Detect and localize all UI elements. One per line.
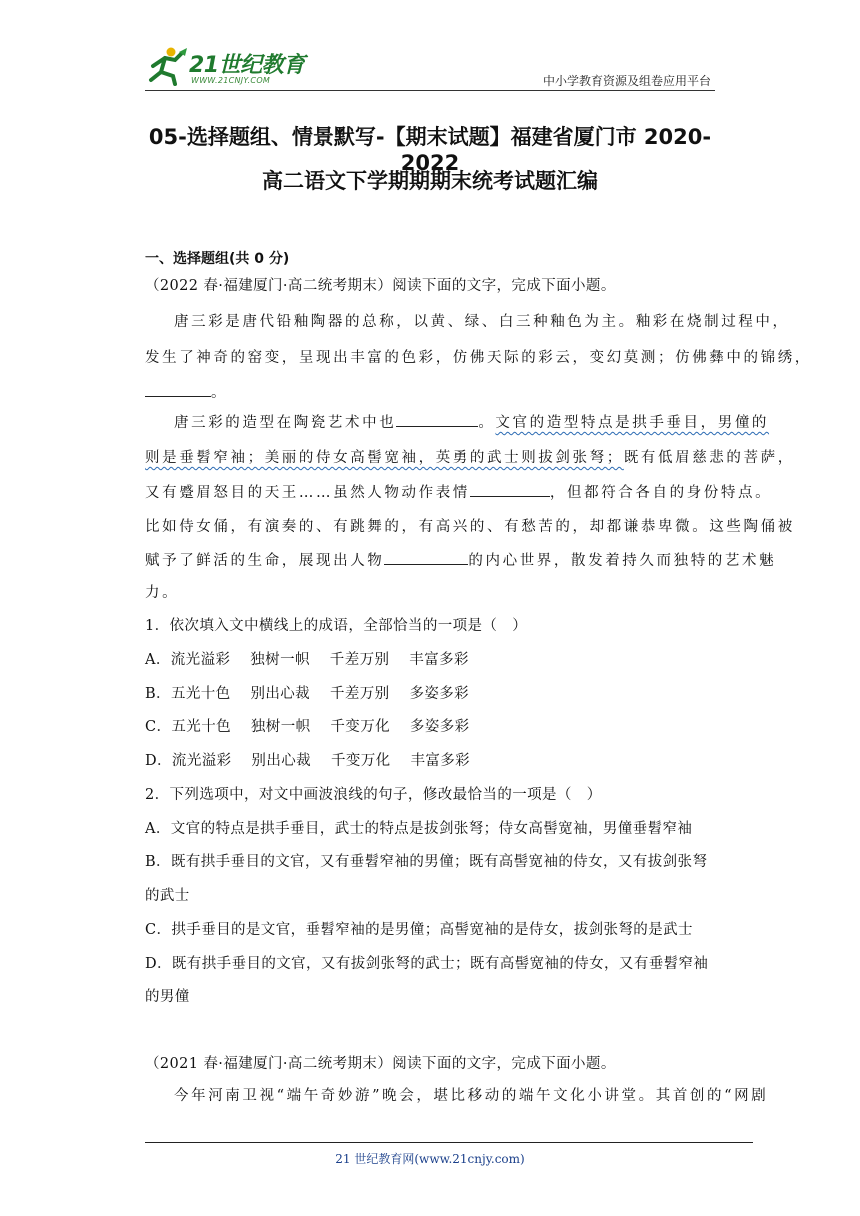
q2-option-a[interactable]: A．文官的特点是拱手垂目，武士的特点是拔剑张弩；侍女高髻宽袖，男僮垂髫窄袖 [145,821,693,837]
passage-text: 既有低眉慈悲的菩萨， [623,450,795,466]
question-source: （2021 春·福建厦门·高二统考期末）阅读下面的文字，完成下面小题。 [145,1056,616,1072]
passage-text: 的内心世界，散发着持久而独特的艺术魅 [468,553,777,569]
q2-option-c[interactable]: C．拱手垂目的是文官，垂髫窄袖的是男僮；高髻宽袖的是侍女，拔剑张弩的是武士 [145,922,693,938]
passage-text: 赋予了鲜活的生命，展现出人物 [145,553,385,569]
passage-line [174,411,769,432]
platform-tagline: 中小学教育资源及组卷应用平台 [542,74,711,88]
q1-option-c[interactable]: C．五光十色 独树一帜 千变万化 多姿多彩 [145,719,470,735]
passage-line [145,381,228,402]
question-2: 2．下列选项中，对文中画波浪线的句子，修改最恰当的一项是（ ） [145,787,602,803]
passage-line [145,446,795,467]
document-title-line-1: 05-选择题组、情景默写-【期末试题】福建省厦门市 2020-2022 [148,125,712,175]
wavy-underlined-text: 文官的造型特点是拱手垂目，男僮的 [495,415,770,431]
q2-option-b[interactable]: B．既有拱手垂目的文官，又有垂髫窄袖的男僮；既有高髻宽袖的侍女，又有拔剑张弩 [145,854,708,870]
fill-blank [384,550,468,565]
site-logo[interactable] [145,46,315,92]
question-source: （2022 春·福建厦门·高二统考期末）阅读下面的文字，完成下面小题。 [145,278,616,294]
q2-option-d[interactable]: D．既有拱手垂目的文官，又有拔剑张弩的武士；既有高髻宽袖的侍女，又有垂髫窄袖 [145,956,709,972]
passage-line: 今年河南卫视“端午奇妙游”晚会，堪比移动的端午文化小讲堂。其首创的“网剧 [174,1088,769,1104]
passage-line: 比如侍女俑，有演奏的、有跳舞的，有高兴的、有愁苦的，却都谦恭卑微。这些陶俑被 [145,519,795,535]
passage-line: 发生了神奇的窑变，呈现出丰富的色彩，仿佛天际的彩云，变幻莫测；仿佛彝中的锦绣， [145,350,812,366]
passage-text: 。 [478,415,496,431]
header-divider [145,90,715,91]
page-header [145,38,715,94]
passage-line [145,549,776,570]
fill-blank [145,382,211,397]
passage-text: ，但都符合各自的身份特点。 [549,485,773,501]
logo-text: 21世纪教育 [189,53,305,78]
section-heading: 一、选择题组(共 0 分) [145,251,290,267]
logo-url: WWW.21CNJY.COM [191,76,271,85]
q1-option-b[interactable]: B．五光十色 别出心裁 千差万别 多姿多彩 [145,686,470,702]
passage-text: 。 [211,385,229,401]
fill-blank [396,412,478,427]
q2-option-b-cont[interactable]: 的武士 [145,888,190,904]
passage-line: 唐三彩是唐代铅釉陶器的总称，以黄、绿、白三种釉色为主。釉彩在烧制过程中， [174,314,790,330]
runner-logo-icon [145,46,189,86]
question-1: 1．依次填入文中横线上的成语，全部恰当的一项是（ ） [145,618,528,634]
document-title-line-2: 高二语文下学期期期末统考试题汇编 [262,169,598,193]
passage-line: 力。 [145,585,180,601]
passage-text: 唐三彩的造型在陶瓷艺术中也 [174,415,397,431]
q1-option-a[interactable]: A．流光溢彩 独树一帜 千差万别 丰富多彩 [145,652,469,668]
fill-blank [470,482,550,497]
passage-text: 又有蹙眉怒目的天王……虽然人物动作表情 [145,485,470,501]
footer-link[interactable]: 21 世纪教育网(www.21cnjy.com) [335,1152,525,1166]
footer-divider [145,1142,753,1143]
wavy-underlined-text: 则是垂髫窄袖；美丽的侍女高髻宽袖，英勇的武士则拔剑张弩； [145,450,624,466]
q2-option-d-cont[interactable]: 的男僮 [145,989,190,1005]
q1-option-d[interactable]: D．流光溢彩 别出心裁 千变万化 丰富多彩 [145,753,471,769]
passage-line [145,481,772,502]
